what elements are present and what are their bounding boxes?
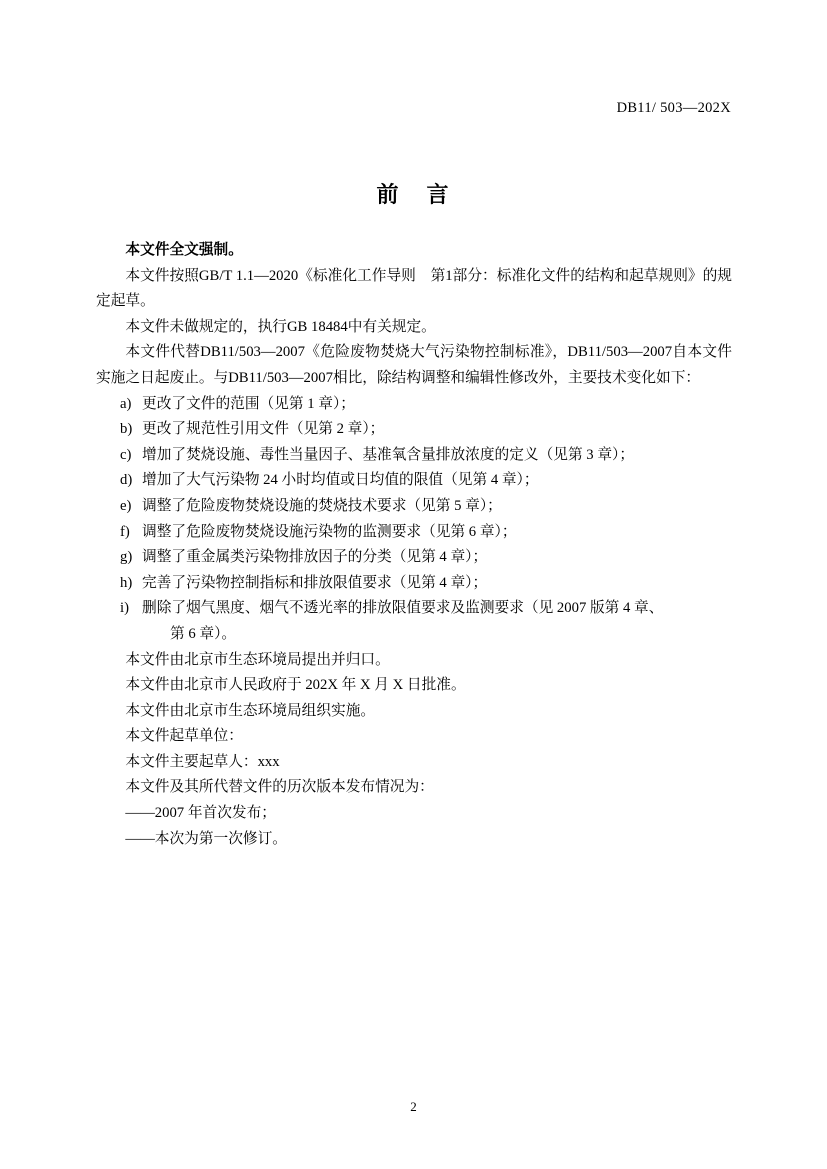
list-item-text: 调整了危险废物焚烧设施的焚烧技术要求（见第 5 章）； [142,497,502,514]
list-item-text: 增加了焚烧设施、毒性当量因子、基准氧含量排放浓度的定义（见第 3 章）； [142,446,635,463]
list-item-marker: e) [120,497,132,514]
technical-changes-list [96,392,732,648]
page-header-standard-code: DB11/ 503—202X [616,100,731,116]
list-item [96,571,732,597]
page-number: 2 [410,1099,417,1114]
list-item-marker: c) [120,446,132,463]
list-item-marker: a) [120,395,132,412]
list-item-text: 调整了重金属类污染物排放因子的分类（见第 4 章）； [142,549,488,566]
foreword-tail-block [96,648,732,853]
list-item-marker: h) [120,574,133,591]
list-item-text: 完善了污染物控制指标和排放限值要求（见第 4 章）； [142,574,488,591]
list-item-text: 增加了大气污染物 24 小时均值或日均值的限值（见第 4 章）； [142,472,539,489]
foreword-paragraph-2: 本文件未做规定的，执行GB 18484中有关规定。 [125,318,436,335]
foreword-paragraph-3: 本文件代替DB11/503—2007《危险废物焚烧大气污染物控制标准》，DB11/503—2007自本文件实施之日起废止。与DB11/503—2007相比，除结构调整和编辑性修改外，主要技术变化如下： [96,344,732,386]
foreword-paragraph-1: 本文件按照GB/T 1.1—2020《标准化工作导则 第1部分：标准化文件的结构和起草规则》的规定起草。 [96,267,732,310]
list-item [96,417,732,443]
list-item [96,596,732,647]
list-item-marker: b) [120,421,133,438]
list-item [96,443,732,469]
list-item [96,468,732,494]
list-item-text: 更改了规范性引用文件（见第 2 章）； [142,421,385,438]
list-item-text: 更改了文件的范围（见第 1 章）； [142,395,355,412]
page-title-char-1: 前 [376,182,401,207]
foreword-version-history-line: ——本次为第一次修订。 [125,830,287,847]
foreword-tail-line: 本文件主要起草人：xxx [125,753,280,770]
page-title-char-2: 言 [426,182,451,207]
foreword-tail-line: 本文件由北京市生态环境局组织实施。 [125,702,376,719]
foreword-tail-line: 本文件由北京市生态环境局提出并归口。 [125,651,390,668]
list-item-text-continued: 第 6 章）。 [170,625,237,642]
list-item [96,494,732,520]
list-item-marker: g) [120,549,133,566]
page-title [0,178,827,209]
list-item [96,520,732,546]
list-item-marker: i) [120,600,129,617]
foreword-tail-line: 本文件及其所代替文件的历次版本发布情况为： [125,779,434,796]
foreword-tail-line: 本文件起草单位： [125,728,243,745]
list-item-marker: f) [120,523,130,540]
foreword-tail-line: 本文件由北京市人民政府于 202X 年 X 月 X 日批准。 [125,677,466,694]
foreword-version-history-line: ——2007 年首次发布； [125,805,276,822]
list-item-text: 调整了危险废物焚烧设施污染物的监测要求（见第 6 章）； [142,523,517,540]
list-item [96,392,732,418]
foreword-mandatory-statement: 本文件全文强制。 [125,242,243,258]
list-item [96,545,732,571]
list-item-marker: d) [120,472,133,489]
list-item-text: 删除了烟气黑度、烟气不透光率的排放限值要求及监测要求（见 2007 版第 4 章、 [142,600,664,617]
foreword-body [96,238,732,852]
